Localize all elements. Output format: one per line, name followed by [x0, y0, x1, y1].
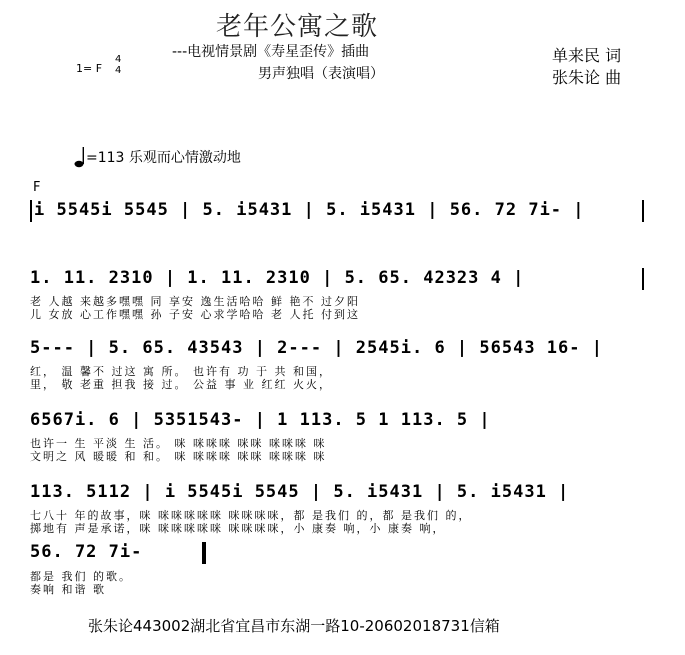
- key-mark: F: [33, 180, 41, 195]
- key-signature: 1= F: [76, 62, 103, 75]
- lyrics-verse-1: 七八十 年的故事，咪 咪咪咪咪咪 咪咪咪咪，都 是我们 的，都 是我们 的，: [30, 509, 472, 522]
- notation-line: 56. 72 7i-: [30, 542, 143, 562]
- lyrics-verse-2: 掷地有 声是承诺，咪 咪咪咪咪咪 咪咪咪咪，小 康奏 响，小 康奏 响，: [30, 522, 446, 535]
- tempo-marking: [74, 146, 241, 168]
- quarter-note-icon: [74, 146, 86, 168]
- lyrics-verse-1: 都是 我们 的歌。: [30, 570, 132, 583]
- lyrics-verse-2: 奏响 和谐 歌: [30, 583, 106, 596]
- lyrics-verse-2: 里， 敬 老重 担我 接 过。 公益 事 业 红红 火火，: [30, 378, 332, 391]
- lyrics-verse-1: 也许一 生 平淡 生 活。 咪 咪咪咪 咪咪 咪咪咪 咪: [30, 437, 327, 450]
- time-signature: [115, 54, 121, 76]
- barline: [642, 200, 644, 222]
- lyricist-credit: 单来民 词: [552, 46, 622, 65]
- performance-type: 男声独唱（表演唱）: [258, 66, 384, 82]
- staff-system-6: [30, 542, 655, 602]
- time-signature-top: 4: [115, 54, 122, 65]
- start-barline: [30, 200, 32, 222]
- notation-line: 1. 11. 2310 | 1. 11. 2310 | 5. 65. 42323 4 |: [30, 268, 525, 288]
- staff-system-5: [30, 482, 655, 542]
- composer-credit: 张朱论 曲: [552, 68, 622, 87]
- song-subtitle: ---电视情景剧《寿星歪传》插曲: [172, 44, 370, 60]
- staff-system-4: [30, 410, 655, 470]
- tempo-text: =113 乐观而心情激动地: [86, 150, 241, 166]
- notation-line: 5--- | 5. 65. 43543 | 2--- | 2545i. 6 | 56543 16- |: [30, 338, 603, 358]
- staff-system-2: [30, 268, 655, 328]
- staff-system-3: [30, 338, 655, 398]
- contact-address: 张朱论443002湖北省宜昌市东湖一路10-20602018731信箱: [88, 617, 500, 635]
- time-signature-bottom: 4: [115, 65, 122, 76]
- barline: [642, 268, 644, 290]
- notation-line: 6567i. 6 | 5351543- | 1 113. 5 1 113. 5 |: [30, 410, 491, 430]
- song-title: 老年公寓之歌: [216, 12, 379, 42]
- lyrics-verse-1: 老 人越 来越多嘿嘿 同 享安 逸生活哈哈 鲜 艳不 过夕阳: [30, 295, 360, 308]
- notation-line: i 5545i 5545 | 5. i5431 | 5. i5431 | 56. 72 7i- |: [34, 200, 585, 220]
- lyrics-verse-1: 红， 温 馨不 过这 寓 所。 也许有 功 于 共 和国，: [30, 365, 332, 378]
- staff-system-1: [30, 200, 655, 224]
- final-barline: [202, 542, 206, 564]
- lyrics-verse-2: 儿 女放 心工作嘿嘿 孙 子安 心求学哈哈 老 人托 付到这: [30, 308, 360, 321]
- lyrics-verse-2: 文明之 风 暖暖 和 和。 咪 咪咪咪 咪咪 咪咪咪 咪: [30, 450, 327, 463]
- credits: [552, 45, 621, 89]
- notation-line: 113. 5112 | i 5545i 5545 | 5. i5431 | 5. i5431 |: [30, 482, 570, 502]
